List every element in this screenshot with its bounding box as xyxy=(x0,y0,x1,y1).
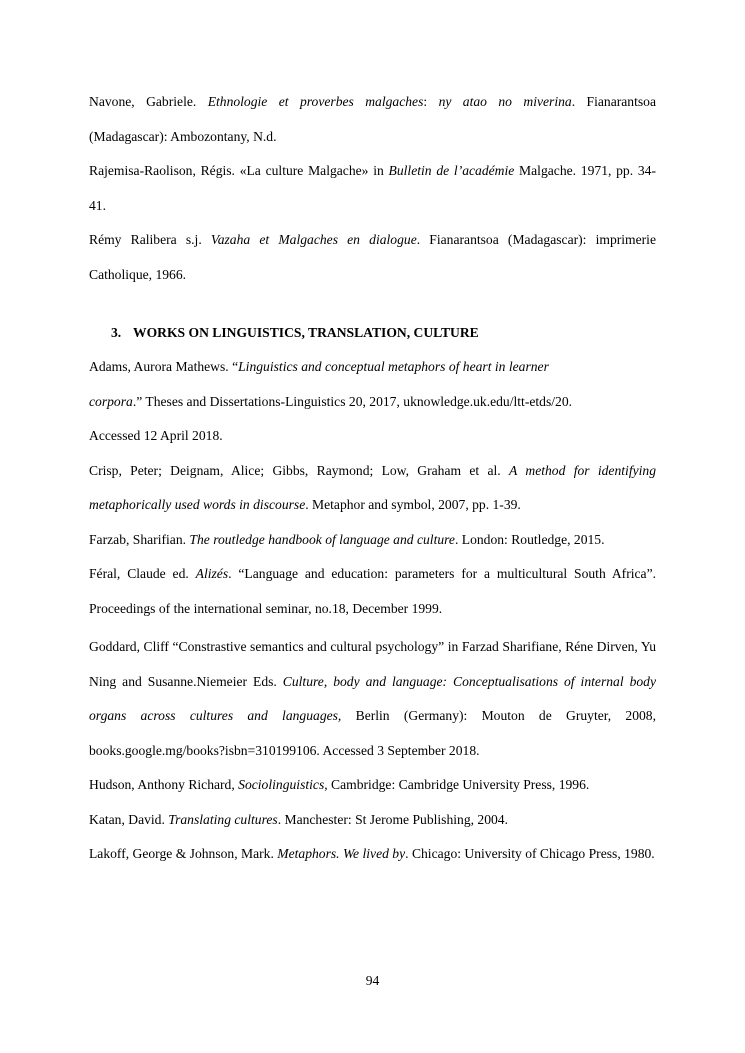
entry-text: Adams, Aurora Mathews. “ xyxy=(89,359,239,374)
entry-text: Katan, David. xyxy=(89,811,169,827)
entry-title: Vazaha et Malgaches en dialogue xyxy=(210,232,417,247)
entry-title: corpora xyxy=(89,393,133,409)
entry-text: . Fianarantsoa (Madagascar): imprimerie Catholique, 1966. xyxy=(89,232,656,282)
entry-text: Crisp, Peter; Deignam, Alice; Gibbs, Raymond; Low, Graham et al. xyxy=(89,462,510,478)
bibliography-entry xyxy=(89,630,656,768)
entry-text: . Metaphor and symbol, 2007, pp. 1-39. xyxy=(305,497,521,512)
section-heading xyxy=(89,316,656,350)
entry-text: . Manchester: St Jerome Publishing, 2004. xyxy=(277,811,509,827)
entries-group-after xyxy=(89,350,656,872)
entry-title: Culture, body and language: Conceptualisations of internal body organs across cultures and languages, xyxy=(89,673,657,723)
entry-title: Bulletin de l’académie xyxy=(388,163,515,178)
entry-text: . Chicago: University of Chicago Press, 1980. xyxy=(405,846,655,861)
entry-text: Féral, Claude ed. xyxy=(89,566,196,581)
entry-text: Rémy Ralibera s.j. xyxy=(89,232,211,247)
entry-title: Metaphors. We lived by xyxy=(277,846,406,861)
bibliography-entry xyxy=(89,154,656,223)
section-spacer xyxy=(89,292,656,316)
entry-title: A method for identifying metaphorically used words in discourse xyxy=(89,462,656,512)
entry-title: Ethnologie et proverbes malgaches xyxy=(207,94,424,109)
entry-text: Berlin (Germany): Mouton de Gruyter, 2008, books.google.mg/books?isbn=310199106. Accessed 3 September 2018. xyxy=(89,708,657,758)
bibliography-entry xyxy=(89,768,656,803)
entry-text: Rajemisa-Raolison, Régis. «La culture Malgache» in xyxy=(89,163,389,178)
section-title: WORKS ON LINGUISTICS, TRANSLATION, CULTURE xyxy=(133,325,479,340)
bibliography-entry xyxy=(89,523,656,558)
entry-text: . Fianarantsoa (Madagascar): Ambozontany, N.d. xyxy=(89,94,656,144)
entry-title: Sociolinguistics xyxy=(238,777,325,792)
entry-text: .” Theses and Dissertations-Linguistics 20, 2017, uknowledge.uk.edu/ltt-etds/20. xyxy=(132,393,573,409)
page-number: 94 xyxy=(365,973,380,988)
entry-title: Linguistics and conceptual metaphors of heart in learner xyxy=(238,359,549,374)
bibliography-entry xyxy=(89,350,656,454)
entry-text: Navone, Gabriele. xyxy=(89,94,208,109)
entry-text: . London: Routledge, 2015. xyxy=(454,531,605,547)
bibliography-entry xyxy=(89,85,656,154)
bibliography-entry xyxy=(89,223,656,292)
section-number: 3. xyxy=(111,325,122,340)
entry-text: . “Language and education: parameters for a multicultural South Africa”. Proceedings of the international seminar, no.18, December 1999. xyxy=(89,566,656,616)
entry-title: Translating cultures xyxy=(168,811,278,827)
entries-group-before xyxy=(89,85,656,292)
entry-text: Lakoff, George & Johnson, Mark. xyxy=(89,846,278,861)
entry-title: ny atao no miverina xyxy=(438,94,572,109)
entry-text: Malgache. 1971, pp. 34-41. xyxy=(89,163,656,213)
entry-text: , Cambridge: Cambridge University Press, 1996. xyxy=(324,777,590,792)
bibliography-entry xyxy=(89,454,656,523)
bibliography-entry xyxy=(89,803,656,838)
entry-text: Accessed 12 April 2018. xyxy=(89,428,223,443)
entry-text: : xyxy=(423,94,439,109)
bibliography-entry xyxy=(89,557,656,626)
entry-title: Alizés xyxy=(195,566,229,581)
entry-title: The routledge handbook of language and culture xyxy=(189,531,455,547)
entry-text: Hudson, Anthony Richard, xyxy=(89,777,239,792)
bibliography xyxy=(89,85,656,872)
entry-text: Farzab, Sharifian. xyxy=(89,531,190,547)
entry-text: Goddard, Cliff “Constrastive semantics and cultural psychology” in Farzad Sharifiane, Réne Dirven, Yu Ning and Susanne.Niemeier Eds. xyxy=(89,639,656,689)
bibliography-entry xyxy=(89,837,656,872)
